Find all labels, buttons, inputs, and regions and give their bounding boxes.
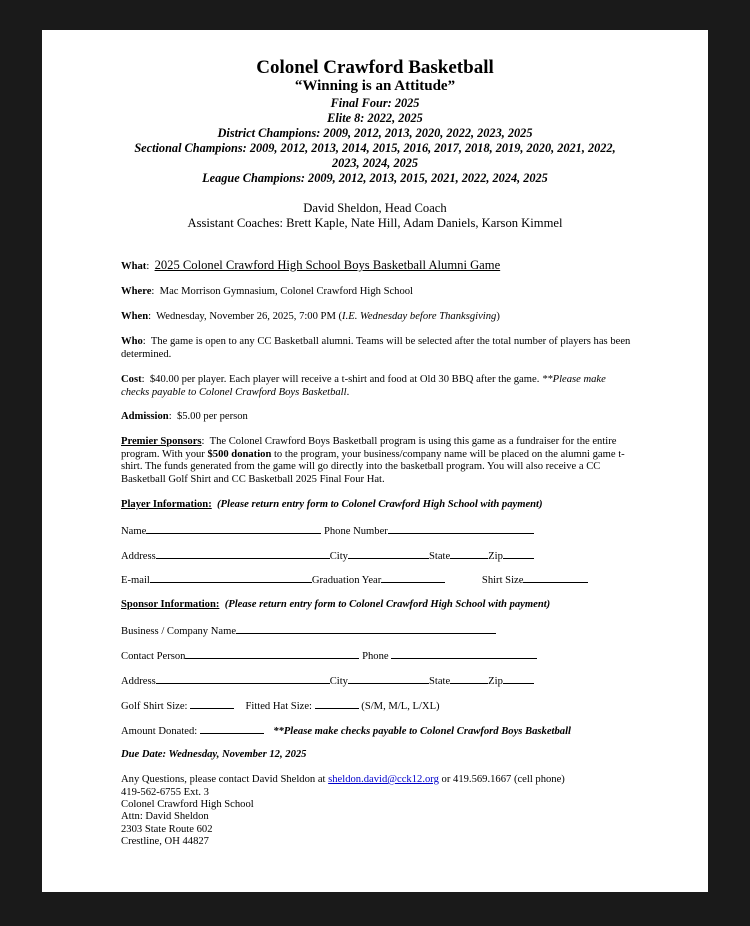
- sectional-champions-line2: 2023, 2024, 2025: [331, 156, 419, 170]
- district-champions: District Champions: 2009, 2012, 2013, 2020, 2022, 2023, 2025: [217, 126, 533, 140]
- who-label: Who: [121, 336, 143, 347]
- who-value: The game is open to any CC Basketball alumni. Teams will be selected after the total number of players has been determined.: [121, 336, 631, 360]
- where-line: Where: Mac Morrison Gymnasium, Colonel Crawford High School: [121, 286, 413, 297]
- sponsors-text-2: to the program, your business/company name will be placed on the alumni game t-shirt. The funds generated from the game will go directly into the basketball program. You will also receive a CC Basketball Golf Shirt and CC Basketball 2025 Final Four Hat.: [121, 448, 625, 485]
- what-value: 2025 Colonel Crawford High School Boys Basketball Alumni Game: [154, 258, 501, 272]
- page-title: Colonel Crawford Basketball: [256, 57, 494, 78]
- player-heading: Player Information:: [121, 499, 212, 510]
- slogan: “Winning is an Attitude”: [294, 78, 456, 94]
- address-label: Address: [121, 551, 156, 562]
- email-field[interactable]: [150, 573, 312, 583]
- sponsor-state-field[interactable]: [450, 674, 488, 684]
- sponsors-text-1: The Colonel Crawford Boys Basketball program is using this game as a fundraiser for the entire program. With your: [121, 436, 617, 460]
- sponsor-zip-label: Zip: [488, 676, 503, 687]
- player-instruction: (Please return entry form to Colonel Crawford High School with payment): [217, 499, 543, 510]
- sponsor-phone-label: Phone: [362, 651, 389, 662]
- cost-line: Cost: $40.00 per player. Each player will receive a t-shirt and food at Old 30 BBQ after the game. **Please make checks payable to Colonel Crawford Boys Basketball.: [121, 374, 606, 398]
- golf-shirt-field[interactable]: [190, 699, 234, 709]
- cost-label: Cost: [121, 374, 142, 385]
- sponsors-bold: $500 donation: [207, 448, 272, 460]
- when-close: ): [496, 311, 500, 322]
- shirt-size-label: Shirt Size: [481, 575, 524, 586]
- elite-eight: Elite 8: 2022, 2025: [327, 111, 423, 125]
- player-row-name: [121, 524, 534, 537]
- sponsor-phone-field[interactable]: [391, 649, 537, 659]
- sponsor-city-field[interactable]: [348, 674, 429, 684]
- sponsor-heading: Sponsor Information:: [121, 599, 220, 610]
- player-info-heading: [121, 499, 543, 510]
- sponsors-label: Premier Sponsors: [121, 436, 202, 447]
- sizes-options: (S/M, M/L, L/XL): [361, 701, 440, 712]
- phone-label: Phone Number: [323, 526, 388, 537]
- amount-label: Amount Donated:: [121, 726, 198, 737]
- state-field[interactable]: [450, 549, 488, 559]
- address-field[interactable]: [156, 549, 330, 559]
- when-line: When: Wednesday, November 26, 2025, 7:00 PM (I.E. Wednesday before Thanksgiving): [121, 311, 500, 322]
- contact-email-link[interactable]: sheldon.david@cck12.org: [328, 774, 439, 785]
- contact-cell: or 419.569.1667 (cell phone): [438, 774, 565, 785]
- cost-value: $40.00 per player. Each player will receive a t-shirt and food at Old 30 BBQ after the game.: [149, 374, 542, 385]
- checks-note: **Please make checks payable to Colonel Crawford Boys Basketball: [273, 726, 571, 737]
- league-champions: League Champions: 2009, 2012, 2013, 2015, 2021, 2022, 2024, 2025: [202, 171, 548, 185]
- sponsor-row-amount: [121, 724, 571, 737]
- phone-field[interactable]: [388, 524, 534, 534]
- sponsor-row-contact: [121, 649, 537, 662]
- where-label: Where: [121, 286, 152, 297]
- head-coach: David Sheldon, Head Coach: [303, 201, 447, 215]
- sponsor-row-address: [121, 674, 534, 687]
- contact-line-3: Colonel Crawford High School: [121, 799, 254, 810]
- cost-end: .: [346, 386, 350, 398]
- what-line: What: 2025 Colonel Crawford High School Boys Basketball Alumni Game: [121, 258, 501, 272]
- contact-field[interactable]: [185, 649, 359, 659]
- name-field[interactable]: [146, 524, 321, 534]
- when-note: I.E. Wednesday before Thanksgiving: [342, 311, 497, 322]
- assistant-coaches: Assistant Coaches: Brett Kaple, Nate Hill, Adam Daniels, Karson Kimmel: [187, 216, 563, 230]
- sponsor-row-business: [121, 624, 496, 637]
- name-label: Name: [121, 526, 147, 537]
- hat-field[interactable]: [315, 699, 359, 709]
- contact-line-5: 2303 State Route 602: [121, 824, 213, 835]
- shirt-size-field[interactable]: [523, 573, 588, 583]
- contact-line-4: Attn: David Sheldon: [121, 811, 209, 822]
- contact-line-2: 419-562-6755 Ext. 3: [121, 787, 209, 798]
- what-label: What: [121, 261, 147, 272]
- document-page: [42, 30, 708, 892]
- when-label: When: [121, 311, 149, 322]
- business-field[interactable]: [236, 624, 496, 634]
- cost-note: **Please make checks payable to Colonel Crawford Boys Basketball: [121, 374, 606, 398]
- contact-question: [121, 774, 565, 785]
- sponsor-row-sizes: [121, 699, 440, 712]
- email-label: E-mail: [121, 575, 150, 586]
- admission-line: Admission: $5.00 per person: [121, 411, 248, 422]
- contact-line-6: Crestline, OH 44827: [121, 836, 209, 847]
- sponsor-instruction: (Please return entry form to Colonel Crawford High School with payment): [224, 599, 551, 610]
- grad-year-label: Graduation Year: [311, 575, 382, 586]
- sectional-champions-line1: Sectional Champions: 2009, 2012, 2013, 2014, 2015, 2016, 2017, 2018, 2019, 2020, 2021, 2022,: [134, 141, 616, 155]
- when-value: Wednesday, November 26, 2025, 7:00 PM (: [156, 311, 343, 322]
- player-row-email: [121, 573, 588, 586]
- player-row-address: [121, 549, 534, 562]
- sponsor-zip-field[interactable]: [503, 674, 534, 684]
- zip-field[interactable]: [503, 549, 534, 559]
- zip-label: Zip: [488, 551, 503, 562]
- amount-field[interactable]: [200, 724, 264, 734]
- sponsor-address-field[interactable]: [156, 674, 330, 684]
- state-label: State: [428, 551, 451, 562]
- sponsor-state-label: State: [428, 676, 451, 687]
- hat-label: Fitted Hat Size:: [245, 701, 312, 712]
- grad-year-field[interactable]: [381, 573, 445, 583]
- admission-value: $5.00 per person: [176, 411, 248, 422]
- contact-label: Contact Person: [121, 651, 186, 662]
- who-line: Who: The game is open to any CC Basketball alumni. Teams will be selected after the total number of players has been determined.: [121, 336, 631, 360]
- final-four: Final Four: 2025: [330, 96, 420, 110]
- sponsor-address-label: Address: [121, 676, 156, 687]
- sponsor-city-label: City: [329, 676, 348, 687]
- city-field[interactable]: [348, 549, 429, 559]
- business-label: Business / Company Name: [121, 626, 237, 637]
- city-label: City: [329, 551, 348, 562]
- golf-shirt-label: Golf Shirt Size:: [121, 701, 188, 712]
- admission-label: Admission: [121, 411, 169, 422]
- due-date: Due Date: Wednesday, November 12, 2025: [121, 749, 307, 760]
- sponsors-paragraph: Premier Sponsors: The Colonel Crawford Boys Basketball program is using this game as a fundraiser for the entire program. With your $500 donation to the program, your business/company name will be placed on the alumni game t-shirt. The funds generated from the game will go directly into the basketball program. You will also receive a CC Basketball Golf Shirt and CC Basketball 2025 Final Four Hat.: [121, 436, 625, 485]
- where-value: Mac Morrison Gymnasium, Colonel Crawford High School: [159, 286, 413, 297]
- sponsor-info-heading: [121, 599, 550, 610]
- contact-question-text: Any Questions, please contact David Sheldon at: [121, 774, 329, 785]
